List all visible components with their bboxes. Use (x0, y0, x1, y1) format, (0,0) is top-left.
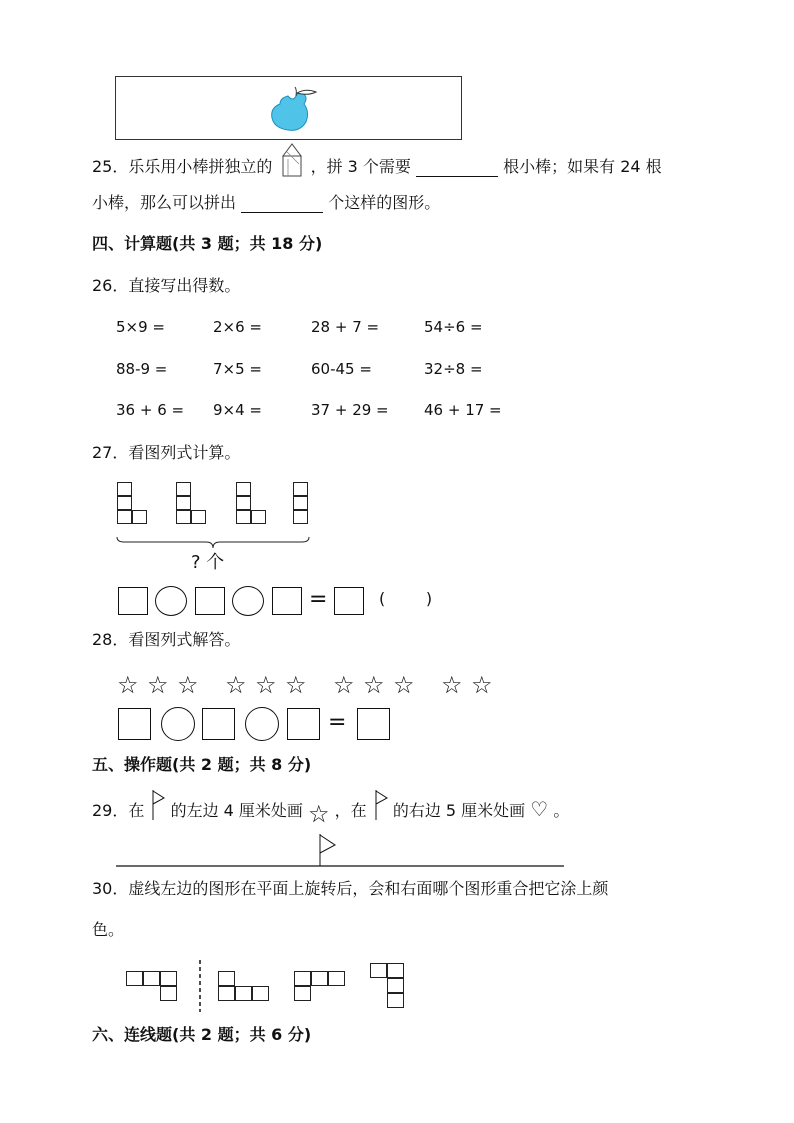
q29-num: 29．在 (92, 801, 145, 820)
shape-cell[interactable] (311, 971, 328, 986)
block-cell (117, 496, 132, 510)
heart-icon: ♡ (530, 797, 549, 821)
block-cell (236, 510, 251, 524)
q27-unit-paren[interactable]: ( ) (379, 589, 433, 608)
shape-cell[interactable] (218, 986, 235, 1001)
q27-operator-circle-2[interactable] (232, 586, 264, 616)
q28-answer-box-1[interactable] (118, 708, 151, 740)
shape-cell (160, 971, 177, 986)
q25-text-a: 25．乐乐用小棒拼独立的 (92, 157, 273, 176)
shape-cell[interactable] (218, 971, 235, 986)
star-icon: ☆ (308, 800, 330, 828)
flag-icon (372, 796, 388, 816)
block-cell (176, 482, 191, 496)
shape-cell[interactable] (252, 986, 269, 1001)
q26-expression: 60-45 = (311, 360, 372, 378)
shape-cell[interactable] (235, 986, 252, 1001)
q27-brace-label: ? 个 (191, 552, 225, 573)
q26-expression: 37 + 29 = (311, 401, 389, 419)
q26-expression: 2×6 = (213, 318, 262, 336)
q27-answer-box-2[interactable] (195, 587, 225, 615)
q26-prompt: 26．直接写出得数。 (92, 276, 241, 295)
block-cell (251, 510, 266, 524)
q27-result-box[interactable] (334, 587, 364, 615)
block-cell (132, 510, 147, 524)
q25-line2 (92, 193, 440, 213)
q26-expression: 7×5 = (213, 360, 262, 378)
q26-expression: 88-9 = (116, 360, 168, 378)
q29-text-b: ，在 (334, 801, 367, 820)
q29-text-c: 的右边 5 厘米处画 (392, 801, 526, 820)
section5-title: 五、操作题(共 2 题；共 8 分) (92, 755, 312, 774)
block-cell (176, 496, 191, 510)
star-icon: ☆ (393, 671, 415, 699)
q29-line (92, 796, 570, 828)
q25-text-c: 根小棒；如果有 24 根 (503, 157, 662, 176)
q25-line2-a: 小棒，那么可以拼出 (92, 193, 237, 212)
q27-operator-circle-1[interactable] (155, 586, 187, 616)
house-shape-icon (277, 152, 305, 172)
q25-blank-2[interactable] (241, 194, 323, 213)
q29-ruler-line[interactable] (116, 830, 566, 870)
q26-expression: 36 + 6 = (116, 401, 185, 419)
shape-cell[interactable] (370, 963, 387, 978)
q30-dashed-divider (198, 960, 202, 1012)
q26-expression: 5×9 = (116, 318, 165, 336)
q29-text-d: 。 (553, 801, 570, 820)
block-cell (191, 510, 206, 524)
q29-text-a: 的左边 4 厘米处画 (170, 801, 303, 820)
block-cell (236, 482, 251, 496)
q27-equals: = (309, 587, 328, 612)
star-icon: ☆ (441, 671, 463, 699)
q26-expression: 32÷8 = (424, 360, 483, 378)
q30-line1: 30．虚线左边的图形在平面上旋转后，会和右面哪个图形重合把它涂上颜 (92, 879, 609, 898)
pear-icon (266, 86, 326, 136)
q27-answer-box-1[interactable] (118, 587, 148, 615)
star-icon: ☆ (225, 671, 247, 699)
q28-prompt: 28．看图列式解答。 (92, 630, 241, 649)
q30-line2: 色。 (92, 920, 125, 939)
shape-cell[interactable] (387, 963, 404, 978)
q28-answer-box-3[interactable] (287, 708, 320, 740)
star-icon: ☆ (285, 671, 307, 699)
section4-title: 四、计算题(共 3 题；共 18 分) (92, 234, 323, 253)
q25-line2-b: 个这样的图形。 (328, 193, 441, 212)
shape-cell (126, 971, 143, 986)
block-cell (117, 510, 132, 524)
q25-blank-1[interactable] (416, 158, 498, 177)
shape-cell[interactable] (387, 993, 404, 1008)
q28-result-box[interactable] (357, 708, 390, 740)
q27-brace (116, 536, 310, 550)
star-icon: ☆ (255, 671, 277, 699)
shape-cell[interactable] (328, 971, 345, 986)
block-cell (293, 510, 308, 524)
flag-icon (149, 796, 165, 816)
shape-cell[interactable] (294, 986, 311, 1001)
q27-answer-box-3[interactable] (272, 587, 302, 615)
block-cell (293, 496, 308, 510)
star-icon: ☆ (471, 671, 493, 699)
q28-equals: = (328, 710, 347, 735)
star-icon: ☆ (177, 671, 199, 699)
shape-cell[interactable] (294, 971, 311, 986)
star-icon: ☆ (117, 671, 139, 699)
block-cell (293, 482, 308, 496)
q25-line1 (92, 152, 662, 177)
shape-cell (143, 971, 160, 986)
q28-operator-circle-1[interactable] (161, 707, 195, 741)
shape-cell (160, 986, 177, 1001)
star-icon: ☆ (147, 671, 169, 699)
q27-prompt: 27．看图列式计算。 (92, 443, 241, 462)
q26-expression: 54÷6 = (424, 318, 483, 336)
block-cell (176, 510, 191, 524)
q28-answer-box-2[interactable] (202, 708, 235, 740)
star-icon: ☆ (363, 671, 385, 699)
shape-cell[interactable] (387, 978, 404, 993)
q25-text-b: ，拼 3 个需要 (310, 157, 411, 176)
section6-title: 六、连线题(共 2 题；共 6 分) (92, 1025, 312, 1044)
block-cell (117, 482, 132, 496)
q26-expression: 9×4 = (213, 401, 262, 419)
q28-operator-circle-2[interactable] (245, 707, 279, 741)
q26-expression: 28 + 7 = (311, 318, 380, 336)
q26-expression: 46 + 17 = (424, 401, 502, 419)
star-icon: ☆ (333, 671, 355, 699)
block-cell (236, 496, 251, 510)
